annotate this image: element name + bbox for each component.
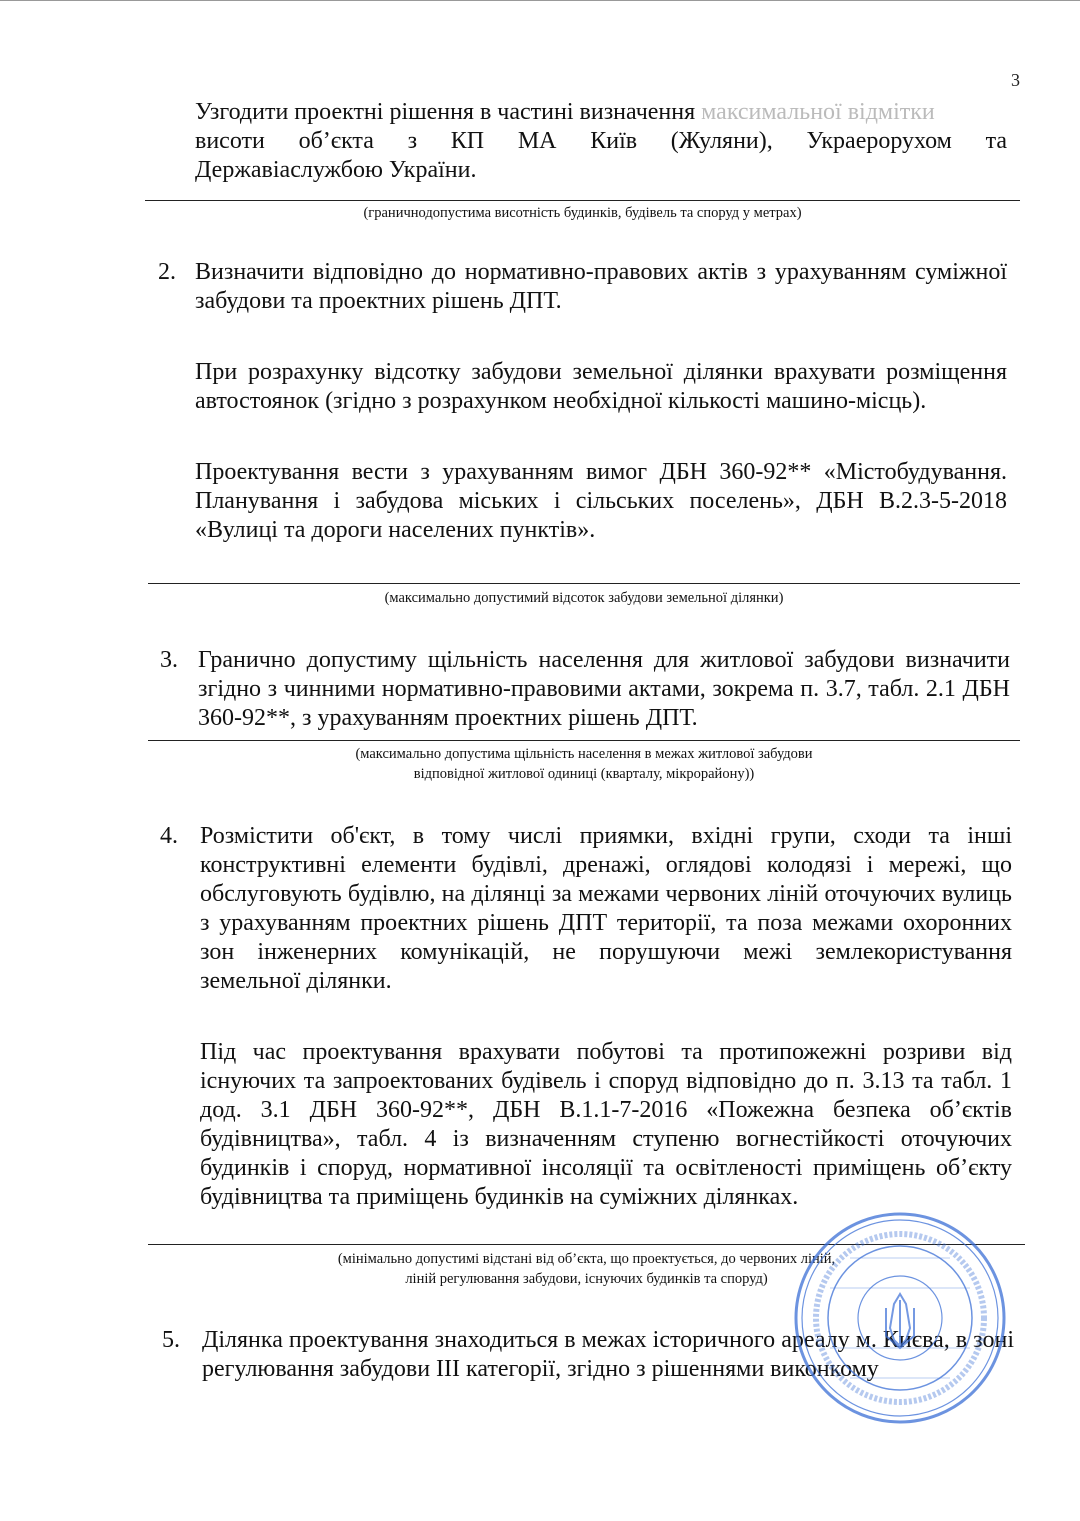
section-2-paragraph-1: Визначити відповідно до нормативно-правових актів з урахуванням суміжної забудови та проектних рішень ДПТ. bbox=[195, 259, 1007, 314]
section-5-paragraph-1: Ділянка проектування знаходиться в межах історичного ареалу м. Києва, в зоні регулювання забудови III категорії, згідно з рішеннями виконкому bbox=[202, 1327, 1014, 1382]
rule-1 bbox=[145, 200, 1020, 201]
section-2-paragraph-2: При розрахунку відсотку забудови земельної ділянки врахувати розміщення автостоянок (згідно з розрахунком необхідної кількості машино-місць). bbox=[195, 359, 1007, 414]
section-1-text: Узгодити проектні рішення в частині визначення bbox=[195, 99, 702, 125]
caption-2: (максимально допустимий відсоток забудови земельної ділянки) bbox=[384, 590, 784, 606]
item-number-5: 5. bbox=[162, 1327, 180, 1353]
page-number: 3 bbox=[1011, 70, 1020, 90]
section-1-line-3: Державіаслужбою України. bbox=[195, 157, 477, 183]
caption-4-line-2: ліній регулювання забудови, існуючих будинків та споруд) bbox=[405, 1271, 768, 1287]
caption-3-line-1: (максимально допустима щільність населення в межах житлової забудови bbox=[355, 746, 813, 762]
section-4-paragraph-1: Розмістити об'єкт, в тому числі приямки, вхідні групи, сходи та інші конструктивні елементи будівлі, дренажі, оглядові колодязі і мережі, що обслуговують будівлю, на ділянці за межами червоних ліній оточуючих вулиць з урахуванням проектних рішень ДПТ території, та поза межами охоронних зон інженерних комунікацій, не порушуючи межі землекористування земельної ділянки. bbox=[200, 823, 1012, 994]
section-1-line-1 bbox=[195, 98, 1007, 127]
rule-3 bbox=[148, 740, 1020, 741]
section-3-paragraph-1: Гранично допустиму щільність населення для житлової забудови визначити згідно з чинними нормативно-правовими актами, зокрема п. 3.7, табл. 2.1 ДБН 360-92**, з урахуванням проектних рішень ДПТ. bbox=[198, 647, 1010, 731]
caption-3-line-2: відповідної житлової одиниці (кварталу, мікрорайону)) bbox=[413, 766, 755, 782]
official-stamp-icon bbox=[790, 1208, 1010, 1428]
item-number-4: 4. bbox=[160, 823, 178, 849]
section-4 bbox=[200, 822, 1012, 1212]
caption-3 bbox=[148, 744, 1020, 784]
caption-1: (граничнодопустима висотність будинків, будівель та споруд у метрах) bbox=[363, 205, 802, 221]
section-4-paragraph-2: Під час проектування врахувати побутові та протипожежні розриви від існуючих та запроектованих будівель і споруд відповідно до п. 3.13 та табл. 1 дод. 3.1 ДБН 360-92**, ДБН В.1.1-7-2016 «Пожежна безпека об’єктів будівництва», табл. 4 із визначенням ступеню вогнестійкості оточуючих будинків і споруд, нормативної інсоляції та освітленості приміщень об’єкту будівництва та приміщень будинків на суміжних ділянках. bbox=[200, 1039, 1012, 1210]
section-3 bbox=[198, 646, 1010, 733]
section-2-paragraph-3: Проектування вести з урахуванням вимог ДБН 360-92** «Містобудування. Планування і забудова міських і сільських поселень», ДБН В.2.3-5-2018 «Вулиці та дороги населених пунктів». bbox=[195, 459, 1007, 543]
section-2 bbox=[195, 258, 1007, 545]
item-number-3: 3. bbox=[160, 647, 178, 673]
section-1 bbox=[195, 98, 1007, 185]
section-1-line-2: висоти об’єкта з КП МА Київ (Жуляни), Украерорухом та bbox=[195, 128, 1007, 154]
rule-2 bbox=[148, 583, 1020, 584]
item-number-2: 2. bbox=[158, 259, 176, 285]
section-1-faded-text: максимальної відмітки bbox=[701, 99, 935, 125]
caption-4-line-1: (мінімально допустимі відстані від об’єкта, що проектується, до червоних ліній, bbox=[337, 1251, 836, 1267]
top-edge bbox=[0, 0, 1080, 1]
